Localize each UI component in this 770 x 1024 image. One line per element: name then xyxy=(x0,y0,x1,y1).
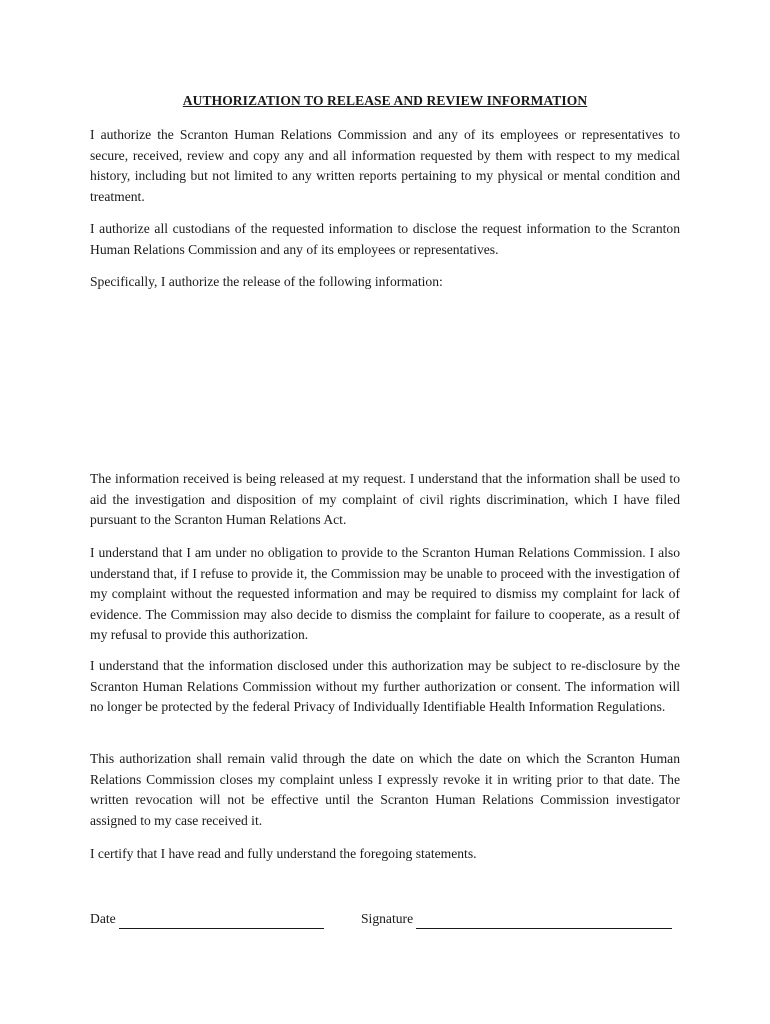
paragraph-specific-release: Specifically, I authorize the release of the following information: xyxy=(90,274,443,289)
paragraph-validity: This authorization shall remain valid through the date on which the date on which the Scranton Human Relations Commission closes my complaint unless I expressly revoke it in writing prior to that date. The written revocation will not be effective until the Scranton Human Relations Commission investigator assigned to my case received it. xyxy=(90,751,680,828)
signature-label: Signature xyxy=(361,911,414,926)
date-input-line[interactable] xyxy=(119,913,324,929)
paragraph-no-obligation: I understand that I am under no obligation to provide to the Scranton Human Relations Commission. I also understand that, if I refuse to provide it, the Commission may be unable to proceed with the investigation of my complaint without the requested information and may be required to dismiss my complaint for lack of evidence. The Commission may also decide to dismiss the complaint for failure to cooperate, as a result of my refusal to provide this authorization. xyxy=(90,545,680,643)
signature-field xyxy=(361,909,672,929)
paragraph-information-purpose: The information received is being released at my request. I understand that the information shall be used to aid the investigation and disposition of my complaint of civil rights discrimination, which I have filed pursuant to the Scranton Human Relations Act. xyxy=(90,471,680,528)
signature-input-line[interactable] xyxy=(416,913,672,929)
date-field xyxy=(90,909,324,929)
paragraph-custodians-authorization: I authorize all custodians of the requested information to disclose the request information to the Scranton Human Relations Commission and any of its employees or representatives. xyxy=(90,221,680,257)
paragraph-redisclosure: I understand that the information disclosed under this authorization may be subject to re-disclosure by the Scranton Human Relations Commission without my further authorization or consent. The information will no longer be protected by the federal Privacy of Individually Identifiable Health Information Regulations. xyxy=(90,658,680,715)
document-title: AUTHORIZATION TO RELEASE AND REVIEW INFORMATION xyxy=(182,93,588,108)
paragraph-medical-authorization: I authorize the Scranton Human Relations Commission and any of its employees or representatives to secure, received, review and copy any and all information requested by them with respect to my medical history, including but not limited to any written reports pertaining to my physical or mental condition and treatment. xyxy=(90,127,680,204)
date-label: Date xyxy=(90,911,116,926)
paragraph-certification: I certify that I have read and fully understand the foregoing statements. xyxy=(90,846,477,861)
